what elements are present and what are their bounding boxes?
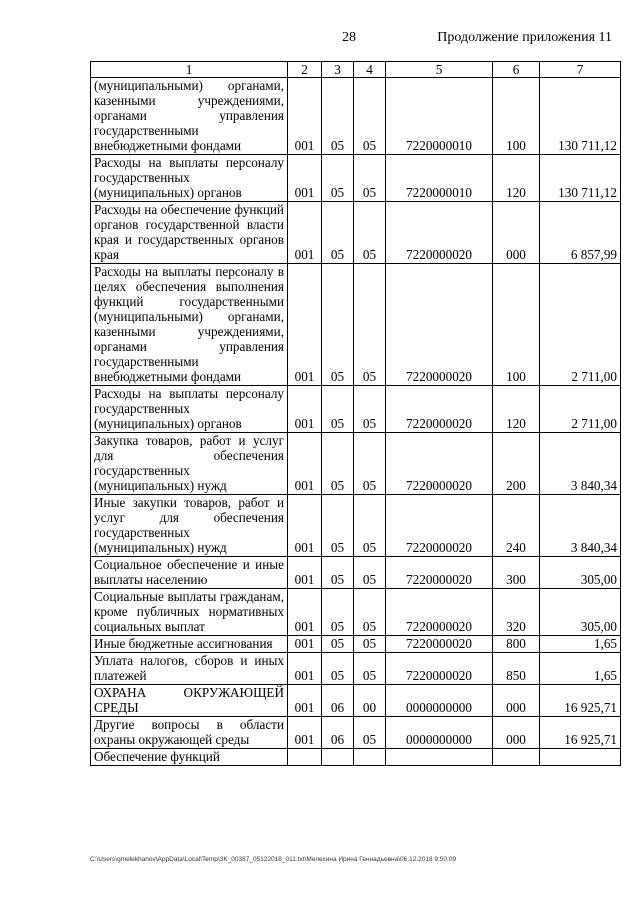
code-subsection: 05: [354, 589, 386, 636]
column-header: 7: [540, 62, 621, 78]
code-section: 05: [322, 202, 354, 264]
table-header-row: [91, 62, 621, 78]
code-target: 7220000020: [386, 589, 493, 636]
code-target: 7220000020: [386, 636, 493, 653]
table-row: [91, 155, 621, 202]
footer-file-path: C:\Users\gmelekhanov\AppData\Local\Temp\3K_00387_05122018_011.txt\Мелехина Ирина Геннадьевна\06.12.2018 9:50:09: [90, 856, 457, 863]
code-section: 05: [322, 78, 354, 155]
code-subsection: 05: [354, 717, 386, 749]
code-target: 7220000020: [386, 386, 493, 433]
code-subsection: 00: [354, 685, 386, 717]
code-expense-type: 100: [493, 78, 540, 155]
code-subsection: 05: [354, 386, 386, 433]
code-expense-type: 120: [493, 386, 540, 433]
code-subsection: 05: [354, 653, 386, 685]
row-description: Социальное обеспечение и иные выплаты населению: [91, 557, 288, 589]
table-row: [91, 78, 621, 155]
code-expense-type: 240: [493, 495, 540, 557]
code-target: 7220000020: [386, 557, 493, 589]
table-body: [91, 78, 621, 766]
code-expense-type: 000: [493, 202, 540, 264]
code-admin: 001: [288, 589, 322, 636]
amount: 305,00: [540, 557, 621, 589]
row-description: Иные бюджетные ассигнования: [91, 636, 288, 653]
amount: 2 711,00: [540, 386, 621, 433]
code-expense-type: 850: [493, 653, 540, 685]
code-section: 05: [322, 495, 354, 557]
column-header: 3: [322, 62, 354, 78]
amount: 6 857,99: [540, 202, 621, 264]
code-expense-type: 800: [493, 636, 540, 653]
row-description: Социальные выплаты гражданам, кроме публичных нормативных социальных выплат: [91, 589, 288, 636]
appendix-continuation-note: Продолжение приложения 11: [437, 30, 612, 45]
code-target: 7220000020: [386, 202, 493, 264]
code-target: 7220000020: [386, 495, 493, 557]
code-admin: 001: [288, 557, 322, 589]
table-row: [91, 495, 621, 557]
code-expense-type: 200: [493, 433, 540, 495]
table-row: [91, 386, 621, 433]
column-header: 1: [91, 62, 288, 78]
code-target: 0000000000: [386, 685, 493, 717]
code-section: 06: [322, 717, 354, 749]
table-row: [91, 685, 621, 717]
amount: 16 925,71: [540, 685, 621, 717]
code-target: [386, 749, 493, 766]
code-target: 7220000020: [386, 264, 493, 386]
code-target: 7220000010: [386, 155, 493, 202]
table-row: [91, 636, 621, 653]
code-subsection: 05: [354, 155, 386, 202]
code-subsection: 05: [354, 495, 386, 557]
amount: 130 711,12: [540, 78, 621, 155]
code-section: [322, 749, 354, 766]
budget-table: [90, 61, 621, 766]
row-description: Расходы на выплаты персоналу государственных (муниципальных) органов: [91, 155, 288, 202]
code-expense-type: 000: [493, 685, 540, 717]
amount: 305,00: [540, 589, 621, 636]
column-header: 6: [493, 62, 540, 78]
code-subsection: 05: [354, 264, 386, 386]
code-expense-type: 000: [493, 717, 540, 749]
column-header: 5: [386, 62, 493, 78]
code-expense-type: 300: [493, 557, 540, 589]
code-target: 0000000000: [386, 717, 493, 749]
table-row: [91, 589, 621, 636]
code-section: 05: [322, 636, 354, 653]
code-target: 7220000010: [386, 78, 493, 155]
code-admin: 001: [288, 155, 322, 202]
code-subsection: 05: [354, 636, 386, 653]
code-section: 06: [322, 685, 354, 717]
row-description: Обеспечение функций: [91, 749, 288, 766]
code-admin: 001: [288, 495, 322, 557]
code-section: 05: [322, 557, 354, 589]
table-row: [91, 264, 621, 386]
table-row: [91, 433, 621, 495]
code-admin: 001: [288, 685, 322, 717]
page-number: 28: [342, 30, 356, 45]
row-description: Другие вопросы в области охраны окружающей среды: [91, 717, 288, 749]
code-section: 05: [322, 653, 354, 685]
code-expense-type: 120: [493, 155, 540, 202]
code-subsection: 05: [354, 433, 386, 495]
amount: 2 711,00: [540, 264, 621, 386]
amount: [540, 749, 621, 766]
code-admin: 001: [288, 433, 322, 495]
amount: 3 840,34: [540, 433, 621, 495]
amount: 3 840,34: [540, 495, 621, 557]
row-description: Расходы на обеспечение функций органов государственной власти края и государственных органов края: [91, 202, 288, 264]
table-row: [91, 749, 621, 766]
row-description: ОХРАНА ОКРУЖАЮЩЕЙ СРЕДЫ: [91, 685, 288, 717]
table-row: [91, 653, 621, 685]
code-expense-type: 320: [493, 589, 540, 636]
code-section: 05: [322, 155, 354, 202]
code-subsection: 05: [354, 557, 386, 589]
amount: 1,65: [540, 636, 621, 653]
code-section: 05: [322, 264, 354, 386]
code-subsection: [354, 749, 386, 766]
amount: 1,65: [540, 653, 621, 685]
code-section: 05: [322, 589, 354, 636]
code-admin: 001: [288, 264, 322, 386]
code-target: 7220000020: [386, 433, 493, 495]
code-expense-type: [493, 749, 540, 766]
table-row: [91, 557, 621, 589]
table-row: [91, 202, 621, 264]
code-admin: 001: [288, 78, 322, 155]
amount: 130 711,12: [540, 155, 621, 202]
row-description: Иные закупки товаров, работ и услуг для обеспечения государственных (муниципальных) нужд: [91, 495, 288, 557]
row-description: Уплата налогов, сборов и иных платежей: [91, 653, 288, 685]
row-description: (муниципальными) органами, казенными учреждениями, органами управления государственными внебюджетными фондами: [91, 78, 288, 155]
row-description: Расходы на выплаты персоналу государственных (муниципальных) органов: [91, 386, 288, 433]
code-target: 7220000020: [386, 653, 493, 685]
column-header: 2: [288, 62, 322, 78]
code-admin: 001: [288, 386, 322, 433]
code-section: 05: [322, 433, 354, 495]
code-subsection: 05: [354, 202, 386, 264]
code-expense-type: 100: [493, 264, 540, 386]
code-subsection: 05: [354, 78, 386, 155]
amount: 16 925,71: [540, 717, 621, 749]
row-description: Расходы на выплаты персоналу в целях обеспечения выполнения функций государственными (муниципальными) органами, казенными учреждениями, органами управления государственными внебюджетными фондами: [91, 264, 288, 386]
code-admin: 001: [288, 202, 322, 264]
table-row: [91, 717, 621, 749]
code-admin: 001: [288, 636, 322, 653]
column-header: 4: [354, 62, 386, 78]
row-description: Закупка товаров, работ и услуг для обеспечения государственных (муниципальных) нужд: [91, 433, 288, 495]
code-admin: [288, 749, 322, 766]
code-admin: 001: [288, 653, 322, 685]
code-section: 05: [322, 386, 354, 433]
code-admin: 001: [288, 717, 322, 749]
